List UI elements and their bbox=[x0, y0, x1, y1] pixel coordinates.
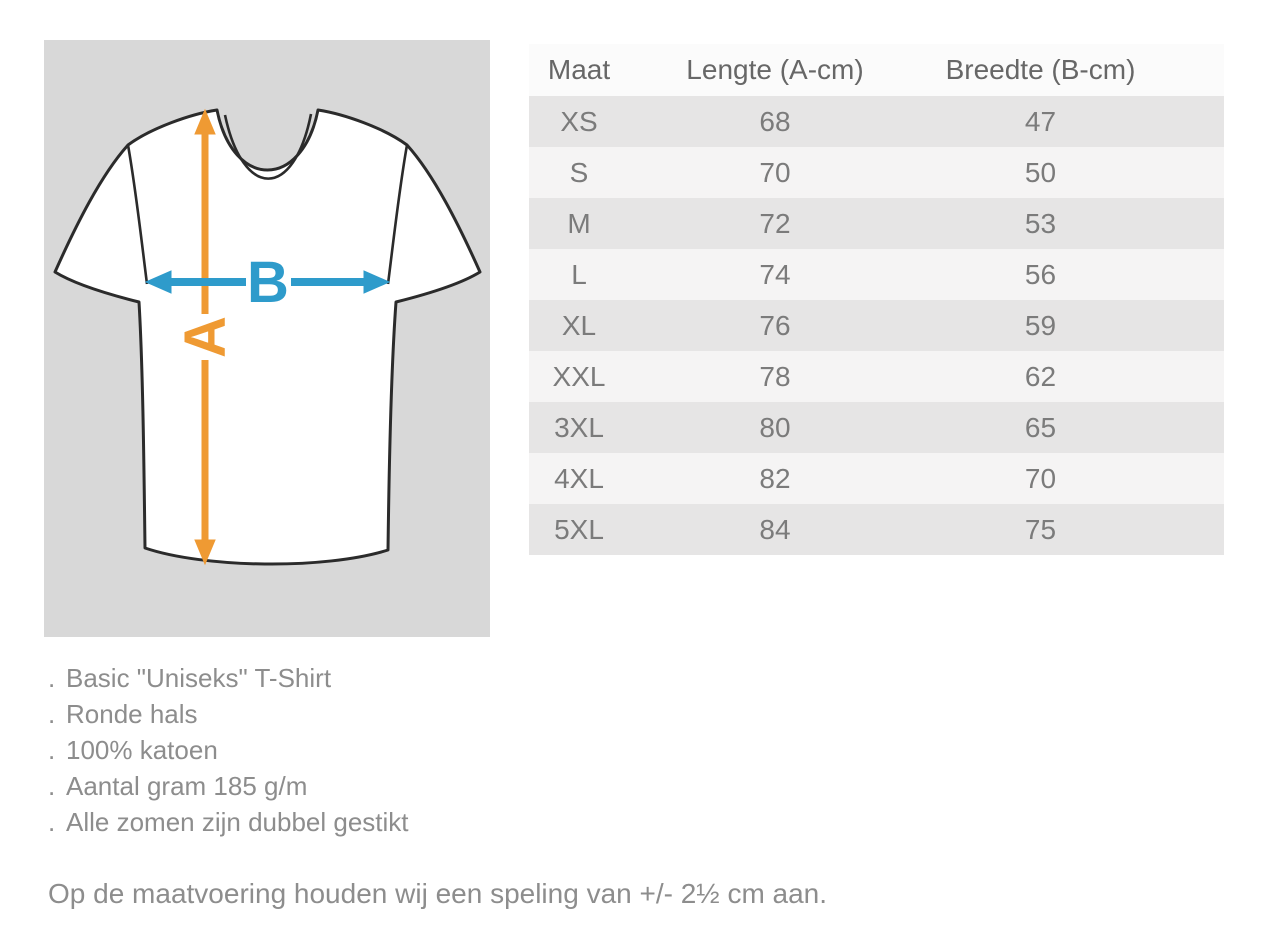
list-item bbox=[48, 804, 409, 840]
width-cell: 50 bbox=[1024, 156, 1057, 188]
table-row bbox=[529, 402, 1224, 453]
size-cell: M bbox=[567, 207, 591, 239]
width-cell: 47 bbox=[1024, 105, 1057, 137]
width-cell: 70 bbox=[1024, 462, 1057, 494]
table-row bbox=[529, 249, 1224, 300]
size-cell: XL bbox=[561, 309, 597, 341]
feature-text: Ronde hals bbox=[66, 699, 198, 729]
length-label: A bbox=[173, 316, 238, 358]
size-cell: XXL bbox=[552, 360, 606, 392]
table-header-row bbox=[529, 44, 1224, 96]
list-item bbox=[48, 732, 409, 768]
feature-list bbox=[48, 660, 409, 840]
table-row bbox=[529, 198, 1224, 249]
width-cell: 62 bbox=[1024, 360, 1057, 392]
feature-text: Basic "Uniseks" T-Shirt bbox=[66, 663, 332, 693]
bullet-dot: . bbox=[48, 663, 56, 693]
width-cell: 59 bbox=[1024, 309, 1057, 341]
width-cell: 75 bbox=[1024, 513, 1057, 545]
size-cell: 5XL bbox=[554, 513, 604, 545]
tshirt-diagram-panel bbox=[44, 40, 490, 637]
tolerance-note: Op de maatvoering houden wij een speling van +/- 2½ cm aan. bbox=[48, 878, 828, 909]
column-header-maat: Maat bbox=[547, 54, 611, 85]
feature-text: Alle zomen zijn dubbel gestikt bbox=[66, 807, 409, 837]
tshirt-illustration bbox=[44, 40, 490, 637]
table-row bbox=[529, 147, 1224, 198]
feature-text: 100% katoen bbox=[66, 735, 218, 765]
bullet-dot: . bbox=[48, 807, 56, 837]
column-header-breedte: Breedte (B-cm) bbox=[945, 54, 1136, 85]
length-cell: 72 bbox=[759, 207, 791, 239]
length-cell: 70 bbox=[759, 156, 791, 188]
size-table bbox=[529, 44, 1224, 555]
size-cell: 3XL bbox=[554, 411, 604, 443]
table-row bbox=[529, 300, 1224, 351]
width-cell: 53 bbox=[1024, 207, 1057, 239]
bullet-dot: . bbox=[48, 771, 56, 801]
length-cell: 84 bbox=[759, 513, 791, 545]
size-cell: S bbox=[569, 156, 589, 188]
size-cell: 4XL bbox=[554, 462, 604, 494]
list-item bbox=[48, 660, 409, 696]
width-label: B bbox=[247, 250, 289, 315]
length-cell: 82 bbox=[759, 462, 791, 494]
table-row bbox=[529, 96, 1224, 147]
length-cell: 78 bbox=[759, 360, 791, 392]
list-item bbox=[48, 696, 409, 732]
size-cell: L bbox=[571, 258, 587, 290]
length-cell: 80 bbox=[759, 411, 791, 443]
column-header-lengte: Lengte (A-cm) bbox=[686, 54, 864, 85]
table-row bbox=[529, 504, 1224, 555]
length-cell: 74 bbox=[759, 258, 791, 290]
bullet-dot: . bbox=[48, 699, 56, 729]
width-cell: 56 bbox=[1024, 258, 1057, 290]
table-row bbox=[529, 351, 1224, 402]
size-cell: XS bbox=[560, 105, 598, 137]
width-cell: 65 bbox=[1024, 411, 1057, 443]
table-row bbox=[529, 453, 1224, 504]
list-item bbox=[48, 768, 409, 804]
length-cell: 76 bbox=[759, 309, 791, 341]
feature-text: Aantal gram 185 g/m bbox=[66, 771, 308, 801]
bullet-dot: . bbox=[48, 735, 56, 765]
length-cell: 68 bbox=[759, 105, 791, 137]
